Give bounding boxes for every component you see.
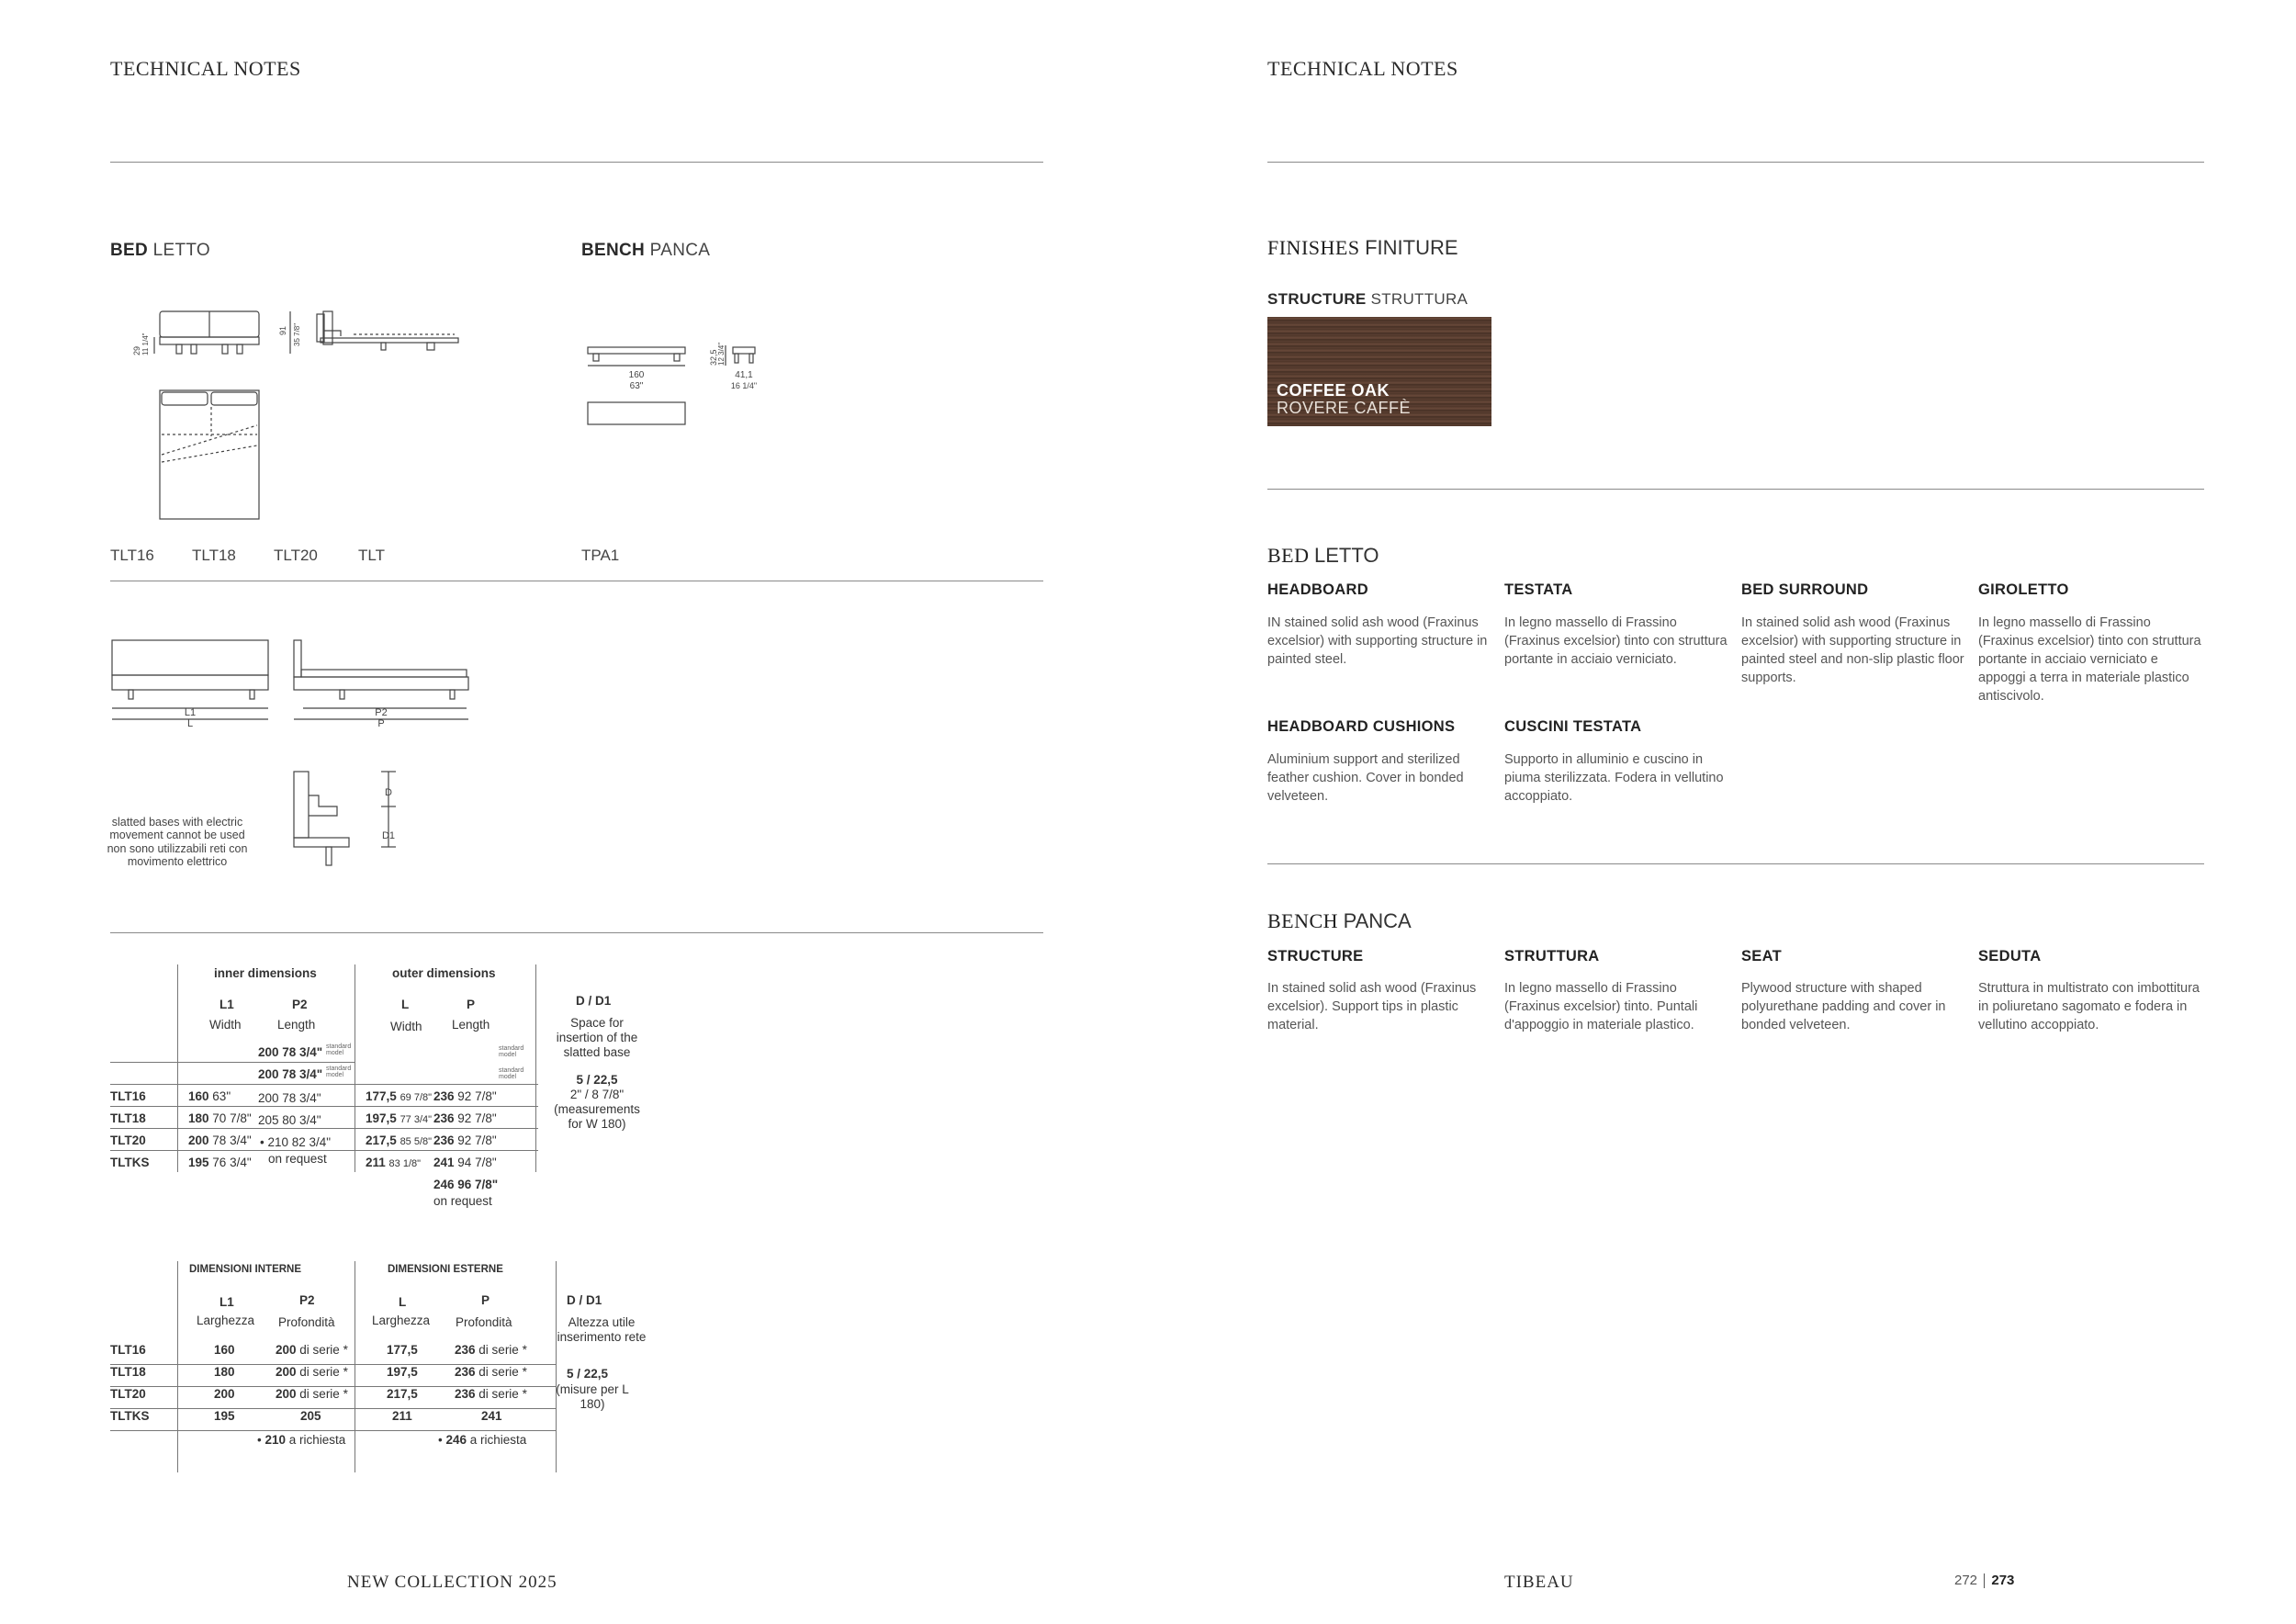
bed-drawing bbox=[119, 299, 344, 528]
en-row-p2: 200 78 3/4" bbox=[258, 1091, 321, 1105]
bed-dim-h2-in: 35 7/8" bbox=[293, 322, 301, 346]
swatch-name-it: ROVERE CAFFÈ bbox=[1277, 399, 1412, 417]
bench-col-head: STRUCTURE bbox=[1267, 948, 1364, 964]
it-col-l1-sub: Larghezza bbox=[197, 1314, 255, 1327]
en-row-l1: 195 76 3/4" bbox=[188, 1156, 252, 1169]
it-col-p2-sub: Profondità bbox=[278, 1315, 335, 1329]
it-row-p2: 200 di serie * bbox=[276, 1343, 348, 1357]
en-row-p: 236 92 7/8" bbox=[433, 1133, 497, 1147]
bed-title-bold: BED bbox=[1267, 544, 1310, 567]
en-row-l: 197,5 77 3/4" bbox=[366, 1111, 433, 1125]
it-group-outer: DIMENSIONI ESTERNE bbox=[388, 1264, 503, 1275]
it-row-l1: 195 bbox=[214, 1409, 235, 1423]
bench-col-text: Plywood structure with shaped polyurethane padding and cover in bonded velveteen. bbox=[1741, 981, 1946, 1032]
diagram-d1: D1 bbox=[381, 830, 396, 841]
it-row-l: 211 bbox=[392, 1409, 412, 1423]
en-standard-model-4: standard model bbox=[499, 1067, 524, 1080]
rule-3 bbox=[110, 932, 1043, 933]
left-page-header: TECHNICAL NOTES bbox=[110, 57, 301, 80]
page-number-divider bbox=[1984, 1573, 1985, 1588]
bench-col-head: SEDUTA bbox=[1978, 948, 2042, 964]
bench-col-text: In legno massello di Frassino (Fraxinus excelsior) tinto. Puntali d'appoggio in materiale plastico. bbox=[1504, 981, 1698, 1032]
en-row-l: 217,5 85 5/8" bbox=[366, 1133, 433, 1147]
bench-dim-d-in: 16 1/4" bbox=[730, 381, 758, 390]
en-standard-model-3: standard model bbox=[326, 1066, 352, 1078]
left-header-rule bbox=[110, 162, 1043, 163]
bench-col-text: Struttura in multistrato con imbottitura in poliuretano sagomato e fodera in vellutino accoppiato. bbox=[1978, 981, 2200, 1032]
en-row-l: 177,5 69 7/8" bbox=[366, 1089, 433, 1103]
it-row-code: TLT20 bbox=[110, 1387, 146, 1401]
bench-dim-d: 41,1 bbox=[735, 370, 753, 380]
code-tpa1: TPA1 bbox=[581, 547, 620, 564]
bed-label-bold: BED bbox=[110, 241, 149, 260]
page-right-number: 273 bbox=[1991, 1573, 2015, 1588]
swatch-name: COFFEE OAK bbox=[1277, 381, 1390, 400]
en-group-outer: outer dimensions bbox=[392, 966, 496, 980]
bench-col-text: In stained solid ash wood (Fraxinus excelsior). Support tips in plastic material. bbox=[1267, 981, 1477, 1032]
en-row-p2: 205 80 3/4" bbox=[258, 1113, 321, 1127]
bench-dim-h: 32,5 bbox=[709, 349, 718, 366]
bed-col-text: In legno massello di Frassino (Fraxinus excelsior) tinto con struttura portante in acciaio verniciato. bbox=[1504, 615, 1728, 667]
en-d-note: (measurements for W 180) bbox=[554, 1102, 640, 1131]
finishes-light: FINITURE bbox=[1365, 236, 1458, 259]
finishes-title bbox=[1267, 236, 1458, 260]
bed-col-text: In stained solid ash wood (Fraxinus excelsior) with supporting structure in painted steel and non-slip plastic floor supports. bbox=[1741, 615, 1964, 685]
en-col-p2-sub: Length bbox=[277, 1018, 316, 1032]
bench-finishes-title bbox=[1267, 909, 1412, 933]
bed-dim-h2: 91 bbox=[278, 325, 287, 335]
en-standard-model-1: standard model bbox=[326, 1043, 352, 1056]
en-col-l1: L1 bbox=[219, 998, 234, 1011]
bench-col-head: SEAT bbox=[1741, 948, 1782, 964]
bed-finishes-title bbox=[1267, 544, 1379, 568]
coffee-oak-swatch[interactable] bbox=[1267, 317, 1491, 426]
it-row-code: TLT16 bbox=[110, 1343, 146, 1357]
bed-col-head: BED SURROUND bbox=[1741, 581, 1869, 598]
bed-side-drawing bbox=[317, 310, 464, 366]
bench-col-head: STRUTTURA bbox=[1504, 948, 1600, 964]
it-row-p: 236 di serie * bbox=[455, 1365, 527, 1379]
en-row-code: TLT20 bbox=[110, 1133, 146, 1147]
it-col-l: L bbox=[399, 1295, 407, 1309]
en-row-p: 236 92 7/8" bbox=[433, 1111, 497, 1125]
bed-section-label bbox=[110, 241, 210, 261]
en-col-p-sub: Length bbox=[452, 1018, 490, 1032]
it-d-val: 5 / 22,5 bbox=[567, 1367, 609, 1381]
finishes-bold: FINISHES bbox=[1267, 236, 1360, 259]
en-col-l1-sub: Width bbox=[209, 1018, 242, 1032]
en-row-l1: 200 78 3/4" bbox=[188, 1133, 252, 1147]
it-col-d-sub: Altezza utile inserimento rete bbox=[557, 1315, 647, 1344]
it-col-l1: L1 bbox=[219, 1295, 234, 1309]
dimension-diagrams bbox=[110, 638, 478, 739]
it-row-p: 236 di serie * bbox=[455, 1343, 527, 1357]
it-row-code: TLTKS bbox=[110, 1409, 150, 1423]
en-p2-pre1: 200 78 3/4" bbox=[258, 1045, 323, 1059]
bed-col-text: Aluminium support and sterilized feather cushion. Cover in bonded velveteen. bbox=[1267, 752, 1464, 804]
rule-finishes bbox=[1267, 489, 2204, 490]
bed-dim-h1: 29 bbox=[132, 345, 141, 355]
bench-title-bold: BENCH bbox=[1267, 909, 1339, 932]
it-row-p2: 200 di serie * bbox=[276, 1387, 348, 1401]
bed-col-head: HEADBOARD bbox=[1267, 581, 1368, 598]
bench-title-light: PANCA bbox=[1343, 909, 1412, 932]
bed-col-head: GIROLETTO bbox=[1978, 581, 2069, 598]
en-row-p2: on request bbox=[268, 1152, 327, 1166]
it-row-p: 241 bbox=[481, 1409, 502, 1423]
it-row-l: 197,5 bbox=[387, 1365, 418, 1379]
bed-title-light: LETTO bbox=[1314, 544, 1379, 567]
en-row-l: 211 83 1/8" bbox=[366, 1156, 422, 1169]
diagram-p: P bbox=[377, 718, 385, 729]
en-p-extra: 246 96 7/8" bbox=[433, 1178, 499, 1191]
diagram-d: D bbox=[385, 787, 392, 798]
note-it: non sono utilizzabili reti con movimento elettrico bbox=[107, 842, 248, 868]
it-row-l1: 200 bbox=[214, 1387, 235, 1401]
en-d-val: 5 / 22,5 bbox=[576, 1073, 618, 1087]
bed-col-text: In legno massello di Frassino (Fraxinus excelsior) tinto con struttura portante in acciaio verniciato e appoggi a terra in materiale plastico antiscivolo. bbox=[1978, 615, 2201, 704]
code-tlt18: TLT18 bbox=[192, 547, 236, 564]
en-row-l1: 180 70 7/8" bbox=[188, 1111, 252, 1125]
diagram-l1: L1 bbox=[184, 707, 197, 718]
it-row-p: 236 di serie * bbox=[455, 1387, 527, 1401]
bench-section-label bbox=[581, 241, 710, 261]
right-page-header: TECHNICAL NOTES bbox=[1267, 57, 1458, 80]
rule-bed bbox=[1267, 863, 2204, 864]
en-p-extra-note: on request bbox=[433, 1194, 492, 1208]
en-p2-pre2: 200 78 3/4" bbox=[258, 1067, 323, 1081]
en-col-l: L bbox=[401, 998, 410, 1011]
bench-dim-h-in: 12 3/4" bbox=[717, 342, 726, 366]
en-row-code: TLT18 bbox=[110, 1111, 146, 1125]
it-row-code: TLT18 bbox=[110, 1365, 146, 1379]
bed-label-it: LETTO bbox=[152, 241, 210, 260]
it-col-d: D / D1 bbox=[567, 1293, 602, 1307]
right-header-rule bbox=[1267, 162, 2204, 163]
code-tlt16: TLT16 bbox=[110, 547, 154, 564]
it-col-p2: P2 bbox=[299, 1293, 315, 1307]
structure-bold: STRUCTURE bbox=[1267, 290, 1367, 308]
en-row-p: 236 92 7/8" bbox=[433, 1089, 497, 1103]
diagram-p2: P2 bbox=[375, 707, 388, 718]
bench-dim-w: 160 bbox=[628, 370, 645, 380]
bed-dim-h1-in: 11 1/4" bbox=[141, 333, 150, 355]
bed-col-text: Supporto in alluminio e cuscino in piuma sterilizzata. Fodera in vellutino accoppiato. bbox=[1504, 752, 1724, 804]
en-col-d-sub: Space for insertion of the slatted base bbox=[556, 1016, 638, 1059]
en-row-p2: • 210 82 3/4" bbox=[260, 1135, 332, 1149]
right-page-footer: TIBEAU bbox=[1504, 1573, 1574, 1592]
code-tlt20: TLT20 bbox=[274, 547, 318, 564]
diagram-l: L bbox=[186, 718, 194, 729]
it-row-l1: 160 bbox=[214, 1343, 235, 1357]
it-row-l1: 180 bbox=[214, 1365, 235, 1379]
it-p-extra: • 246 a richiesta bbox=[438, 1433, 527, 1447]
en-col-d: D / D1 bbox=[576, 994, 612, 1008]
en-row-p: 241 94 7/8" bbox=[433, 1156, 497, 1169]
it-d-note: (misure per L 180) bbox=[556, 1382, 629, 1411]
en-group-inner: inner dimensions bbox=[214, 966, 317, 980]
it-row-l: 177,5 bbox=[387, 1343, 418, 1357]
bed-col-head: CUSCINI TESTATA bbox=[1504, 718, 1642, 735]
structure-label bbox=[1267, 290, 1468, 309]
it-p2-extra: • 210 a richiesta bbox=[257, 1433, 346, 1447]
it-col-p: P bbox=[481, 1293, 490, 1307]
bed-col-head: TESTATA bbox=[1504, 581, 1573, 598]
structure-light: STRUTTURA bbox=[1370, 290, 1469, 308]
note-en: slatted bases with electric movement cannot be used bbox=[109, 816, 245, 841]
bench-dim-w-in: 63" bbox=[629, 381, 644, 391]
page-numbers bbox=[1954, 1573, 2014, 1588]
en-col-p2: P2 bbox=[292, 998, 308, 1011]
it-col-p-sub: Profondità bbox=[456, 1315, 512, 1329]
it-row-p2: 200 di serie * bbox=[276, 1365, 348, 1379]
en-col-p: P bbox=[467, 998, 476, 1011]
bench-drawing bbox=[579, 340, 781, 441]
code-tlt: TLT bbox=[358, 547, 385, 564]
en-row-code: TLTKS bbox=[110, 1156, 150, 1169]
en-d-val-in: 2" / 8 7/8" bbox=[569, 1088, 625, 1101]
en-standard-model-2: standard model bbox=[499, 1045, 524, 1058]
bench-label-bold: BENCH bbox=[581, 241, 646, 260]
section-diagram bbox=[289, 770, 418, 871]
en-col-l-sub: Width bbox=[390, 1020, 422, 1033]
page-left-number: 272 bbox=[1954, 1573, 1978, 1588]
bench-label-it: PANCA bbox=[649, 241, 711, 260]
it-col-l-sub: Larghezza bbox=[372, 1314, 431, 1327]
en-row-l1: 160 63" bbox=[188, 1089, 231, 1103]
en-row-code: TLT16 bbox=[110, 1089, 146, 1103]
bed-col-head: HEADBOARD CUSHIONS bbox=[1267, 718, 1456, 735]
left-page-footer: NEW COLLECTION 2025 bbox=[347, 1573, 557, 1592]
it-row-l: 217,5 bbox=[387, 1387, 418, 1401]
it-group-inner: DIMENSIONI INTERNE bbox=[189, 1264, 302, 1275]
bed-col-text: IN stained solid ash wood (Fraxinus excelsior) with supporting structure in painted steel. bbox=[1267, 615, 1488, 667]
it-row-p2: 205 bbox=[300, 1409, 321, 1423]
